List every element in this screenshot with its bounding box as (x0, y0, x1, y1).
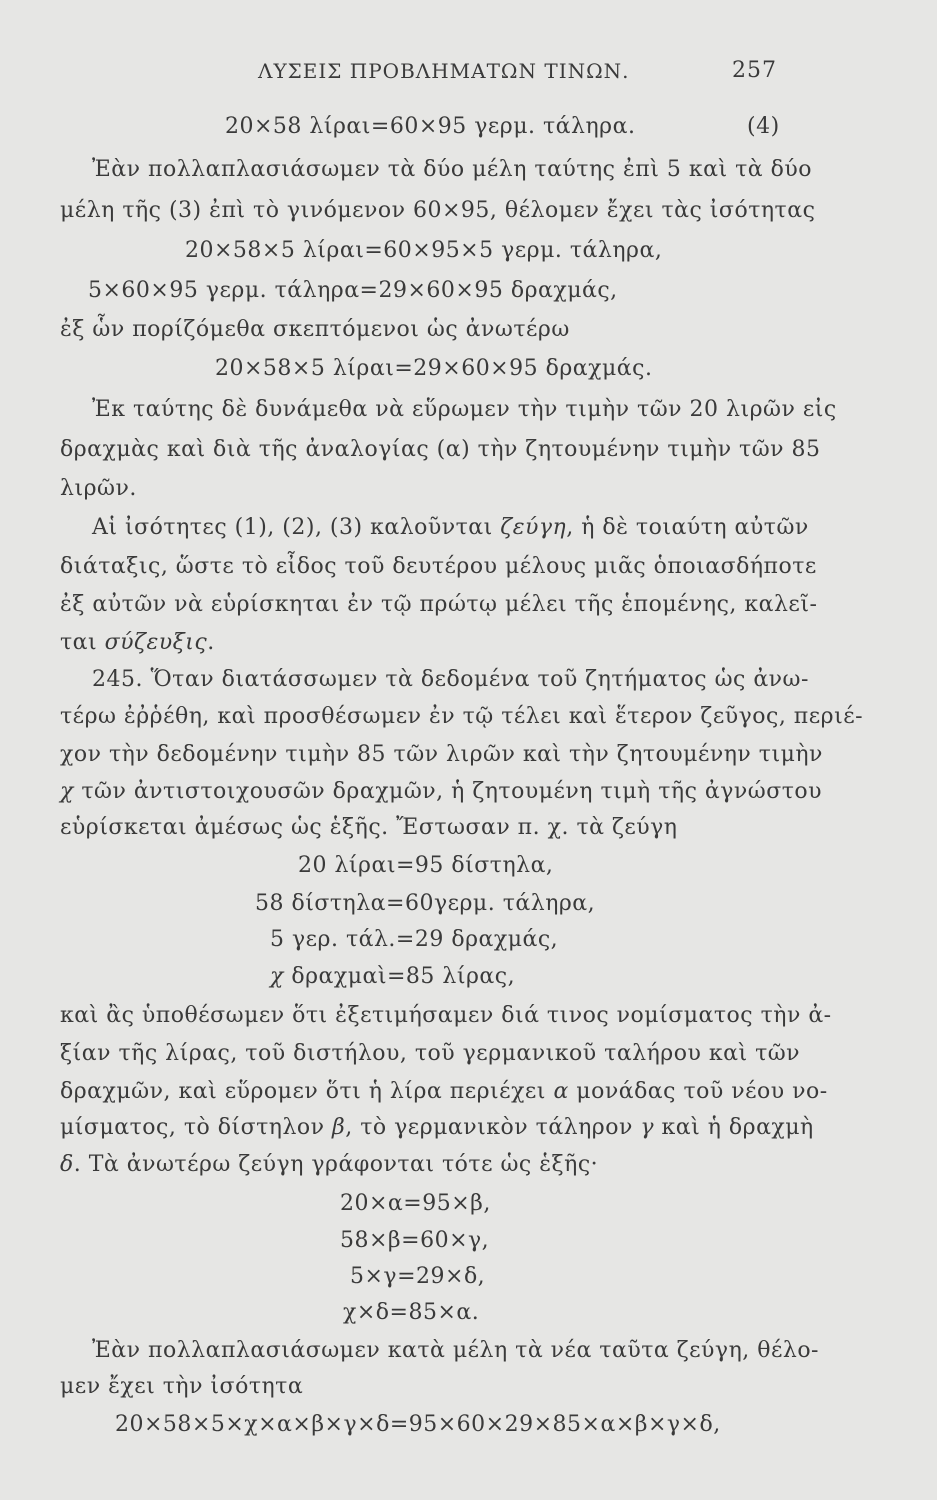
variable-delta: δ (60, 1152, 74, 1177)
text-span: μίσματος, τὸ δίστηλον (60, 1115, 333, 1140)
text-line (60, 628, 215, 658)
text-span: δραχμαὶ=85 λίρας, (283, 964, 516, 989)
text-span: καὶ ἡ δραχμὴ (654, 1115, 814, 1140)
text-span: ται (60, 630, 105, 655)
text-line (60, 777, 822, 807)
text-span: μονάδας τοῦ νέου νο- (568, 1079, 828, 1104)
text-span: , τὸ γερμανικὸν τάληρον (345, 1115, 641, 1140)
equation-line: χ×δ=85×α. (343, 1300, 480, 1325)
pair-line: 58 δίστηλα=60γερμ. τάληρα, (255, 891, 596, 916)
text-line: Ἐὰν πολλαπλασιάσωμεν κατὰ μέλη τὰ νέα ταῦτα ζεύγη, θέλο- (92, 1338, 819, 1363)
text-line: χον τὴν δεδομένην τιμὴν 85 τῶν λιρῶν καὶ τὴν ζητουμένην τιμὴν (60, 742, 823, 767)
text-line: εὑρίσκεται ἀμέσως ὡς ἑξῆς. Ἔστωσαν π. χ. τὰ ζεύγη (60, 815, 678, 840)
text-line (60, 1077, 828, 1107)
text-line: λιρῶν. (60, 476, 137, 501)
italic-term: σύζευξις (104, 630, 208, 655)
text-span: δραχμῶν, καὶ εὕρομεν ὅτι ἡ λίρα περιέχει (60, 1079, 554, 1104)
equation-number-4: (4) (747, 114, 780, 139)
equation-line: 20×58×5 λίραι=29×60×95 δραχμάς. (215, 356, 653, 381)
equation-line: 20×58×5 λίραι=60×95×5 γερμ. τάληρα, (185, 238, 663, 263)
text-line: Ἐκ ταύτης δὲ δυνάμεθα νὰ εὕρωμεν τὴν τιμὴν τῶν 20 λιρῶν εἰς (92, 397, 837, 422)
pair-line: 5 γερ. τάλ.=29 δραχμάς, (270, 927, 559, 952)
variable-beta: β (332, 1115, 346, 1140)
variable-chi: χ (270, 964, 284, 989)
equation-line: 58×β=60×γ, (340, 1228, 490, 1253)
text-span: , ἡ δὲ τοιαύτη αὐτῶν (566, 515, 809, 540)
equation-line: 5×γ=29×δ, (350, 1264, 486, 1289)
text-line: Ἐὰν πολλαπλασιάσωμεν τὰ δύο μέλη ταύτης ἐπὶ 5 καὶ τὰ δύο (92, 157, 812, 182)
text-line: τέρω ἐῤῥέθη, καὶ προσθέσωμεν ἐν τῷ τέλει καὶ ἕτερον ζεῦγος, περιέ- (60, 704, 864, 729)
text-span: . (207, 630, 215, 655)
variable-alpha: α (553, 1079, 569, 1104)
variable-chi: χ (60, 779, 74, 804)
text-line (60, 1150, 598, 1180)
text-span: τῶν ἀντιστοιχουσῶν δραχμῶν, ἡ ζητουμένη τιμὴ τῆς ἀγνώστου (73, 779, 823, 804)
text-span: Αἱ ἰσότητες (1), (2), (3) καλοῦνται (92, 515, 501, 540)
text-line: καὶ ἂς ὑποθέσωμεν ὅτι ἐξετιμήσαμεν διά τινος νομίσματος τὴν ἀ- (60, 1003, 832, 1028)
text-span: . Τὰ ἀνωτέρω ζεύγη γράφονται τότε ὡς ἑξῆς· (73, 1152, 599, 1177)
text-line: μέλη τῆς (3) ἐπὶ τὸ γινόμενον 60×95, θέλομεν ἔχει τὰς ἰσότητας (60, 198, 816, 223)
section-245-line: 245. Ὅταν διατάσσωμεν τὰ δεδομένα τοῦ ζητήματος ὡς ἀνω- (92, 667, 809, 692)
equation-line: 5×60×95 γερμ. τάληρα=29×60×95 δραχμάς, (88, 278, 618, 303)
variable-gamma: γ (640, 1115, 654, 1140)
text-line: ἐξ ὧν πορίζόμεθα σκεπτόμενοι ὡς ἀνωτέρω (60, 317, 570, 342)
text-line: μεν ἔχει τὴν ἰσότητα (60, 1374, 304, 1399)
text-line: ξίαν τῆς λίρας, τοῦ διστήλου, τοῦ γερμανικοῦ ταλήρου καὶ τῶν (60, 1041, 801, 1066)
text-line: δραχμὰς καὶ διὰ τῆς ἀναλογίας (α) τὴν ζητουμένην τιμὴν τῶν 85 (60, 437, 821, 462)
italic-term: ζεύγη (500, 515, 567, 540)
text-line (92, 513, 809, 543)
text-line: ἐξ αὐτῶν νὰ εὑρίσκηται ἐν τῷ πρώτῳ μέλει τῆς ἑπομένης, καλεῖ- (60, 592, 818, 617)
equation-4: 20×58 λίραι=60×95 γερμ. τάληρα. (225, 114, 636, 139)
equation-line: 20×58×5×χ×α×β×γ×δ=95×60×29×85×α×β×γ×δ, (115, 1412, 721, 1437)
pair-line (270, 962, 515, 992)
equation-line: 20×α=95×β, (340, 1191, 491, 1216)
text-line: διάταξις, ὥστε τὸ εἶδος τοῦ δευτέρου μέλους μιᾶς ὁποιασδήποτε (60, 554, 817, 579)
running-header-title: ΛΥΣΕΙΣ ΠΡΟΒΛΗΜΑΤΩΝ ΤΙΝΩΝ. (258, 59, 630, 83)
pair-line: 20 λίραι=95 δίστηλα, (298, 853, 554, 878)
page-number: 257 (732, 58, 777, 83)
text-line (60, 1113, 814, 1143)
